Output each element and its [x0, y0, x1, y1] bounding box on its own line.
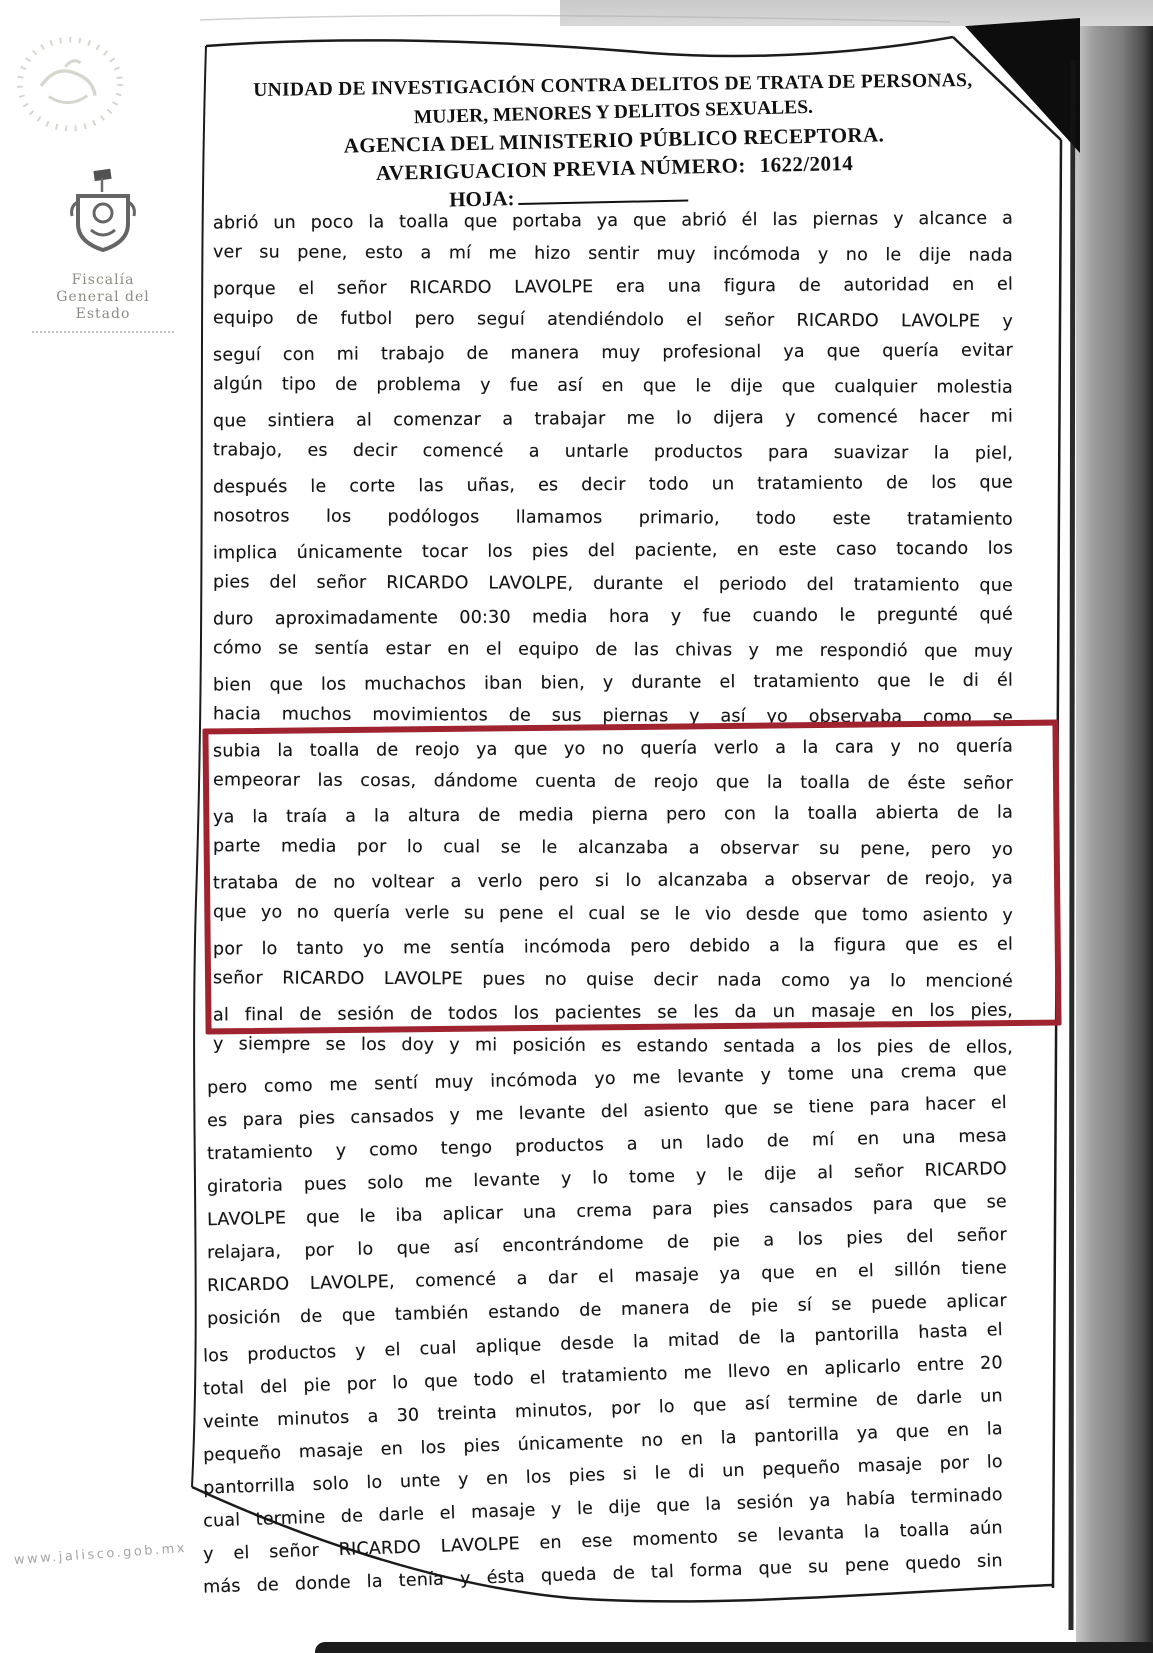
body-line: más de donde la tenía y ésta queda de tal forma que su pene quedo sin — [202, 1551, 1004, 1598]
fiscalia-jalisco-shield-icon — [58, 168, 148, 268]
declaration-text — [202, 205, 1014, 1598]
body-line: y el señor RICARDO LAVOLPE en ese momento se levanta la toalla aún — [202, 1518, 1004, 1565]
body-line-highlighted: subia la toalla de reojo ya que yo no quería verlo a la cara y no quería — [212, 736, 1014, 762]
body-line: LAVOLPE que le iba aplicar una crema para pies cansados para que se — [206, 1192, 1008, 1231]
body-line: tratamiento y como tengo productos a un lado de mí en una mesa — [206, 1126, 1008, 1165]
body-line-highlighted: por lo tanto yo me sentía incómoda pero debido a la figura que es el — [212, 934, 1014, 960]
body-line: implica únicamente tocar los pies del paciente, en este caso tocando los — [212, 538, 1014, 564]
unit-title-line2: MUJER, MENORES Y DELITOS SEXUALES. — [413, 96, 814, 129]
body-line: pies del señor RICARDO LAVOLPE, durante el periodo del tratamiento que — [212, 572, 1014, 596]
body-line-highlighted: al final de sesión de todos los pacientes se les da un masaje en los pies, — [212, 1000, 1014, 1026]
body-line: total del pie por lo que todo el tratamiento me llevo en aplicarlo entre 20 — [202, 1353, 1004, 1400]
body-line: y siempre se los doy y mi posición es estando sentada a los pies de ellos, — [212, 1034, 1014, 1058]
fiscalia-label-line2: General del Estado — [56, 289, 150, 322]
body-line: abrió un poco la toalla que portaba ya que abrió él las piernas y alcance a — [212, 208, 1014, 234]
body-line: pero como me sentí muy incómoda yo me levante y tome una crema que — [206, 1060, 1008, 1099]
body-line: posición de que también estando de manera de pie sí se puede aplicar — [206, 1291, 1008, 1330]
mexico-national-seal-icon — [12, 33, 128, 139]
document-header — [212, 64, 1017, 219]
body-line: pequeño masaje en los pies únicamente no en la pantorilla ya que en la — [202, 1419, 1004, 1466]
scan-edge-strip — [1076, 0, 1153, 1653]
fine-print-illegible — [32, 331, 174, 333]
body-line-highlighted: señor RICARDO LAVOLPE pues no quise decir nada como ya lo mencioné — [212, 968, 1014, 992]
body-line: pantorrilla solo lo unte y en los pies si le di un pequeño masaje por lo — [202, 1452, 1004, 1499]
body-line: es para pies cansados y me levante del asiento que se tiene para hacer el — [206, 1093, 1008, 1132]
fiscalia-logo-block — [28, 168, 178, 333]
body-line: relajara, por lo que así encontrándome de pie a los pies del señor — [206, 1225, 1008, 1264]
body-line: los productos y el cual aplique desde la mitad de la pantorilla hasta el — [202, 1320, 1004, 1367]
body-line: duro aproximadamente 00:30 media hora y fue cuando le pregunté qué — [212, 604, 1014, 630]
body-line: nosotros los podólogos llamamos primario, todo este tratamiento — [212, 506, 1014, 530]
body-line: ver su pene, esto a mí me hizo sentir muy incómoda y no le dije nada — [212, 242, 1014, 266]
body-line: giratoria pues solo me levante y lo tome y le dije al señor RICARDO — [206, 1159, 1008, 1198]
body-line-highlighted: empeorar las cosas, dándome cuenta de reojo que la toalla de éste señor — [212, 770, 1014, 794]
body-line-highlighted: ya la traía a la altura de media pierna pero con la toalla abierta de la — [212, 802, 1014, 828]
body-line: después le corte las uñas, es decir todo un tratamiento de los que — [212, 472, 1014, 498]
body-line: trabajo, es decir comencé a untarle productos para suavizar la piel, — [212, 440, 1014, 464]
hoja-label: HOJA: — [448, 186, 515, 212]
body-line: equipo de futbol pero seguí atendiéndolo el señor RICARDO LAVOLPE y — [212, 308, 1014, 332]
body-line: bien que los muchachos iban bien, y durante el tratamiento que le di él — [212, 670, 1014, 696]
body-line: RICARDO LAVOLPE, comencé a dar el masaje ya que en el sillón tiene — [206, 1258, 1008, 1297]
website-watermark: www.jalisco.gob.mx — [13, 1540, 188, 1568]
fiscalia-label-line1: Fiscalía — [71, 272, 135, 288]
body-line: algún tipo de problema y fue así en que le dije que cualquier molestia — [212, 374, 1014, 398]
body-line-highlighted: trataba de no voltear a verlo pero si lo alcanzaba a observar de reojo, ya — [212, 868, 1014, 894]
body-line-highlighted: parte media por lo cual se le alcanzaba a observar su pene, pero yo — [212, 836, 1014, 860]
averiguacion-label: AVERIGUACION PREVIA NÚMERO: — [375, 153, 746, 185]
body-line: veinte minutos a 30 treinta minutos, por lo que así termine de darle un — [202, 1386, 1004, 1433]
body-line: seguí con mi trabajo de manera muy profesional ya que quería evitar — [212, 340, 1014, 366]
body-line-highlighted: que yo no quería verle su pene el cual se le vio desde que tomo asiento y — [212, 902, 1014, 926]
averiguacion-number: 1622/2014 — [759, 150, 854, 177]
body-line: hacia muchos movimientos de sus piernas y así yo observaba como se — [212, 704, 1014, 728]
unit-title-line1: UNIDAD DE INVESTIGACIÓN CONTRA DELITOS DE TRATA DE PERSONAS, — [253, 69, 973, 102]
body-line: cual termine de darle el masaje y le dije que la sesión ya había terminado — [202, 1485, 1004, 1532]
next-page-edge — [315, 1642, 1153, 1653]
body-line: cómo se sentía estar en el equipo de las chivas y me respondió que muy — [212, 638, 1014, 662]
agency-line: AGENCIA DEL MINISTERIO PÚBLICO RECEPTORA. — [343, 122, 885, 158]
hoja-blank-underline — [518, 183, 688, 205]
body-line: porque el señor RICARDO LAVOLPE era una figura de autoridad en el — [212, 274, 1014, 300]
body-line: que sintiera al comenzar a trabajar me lo dijera y comencé hacer mi — [212, 406, 1014, 432]
